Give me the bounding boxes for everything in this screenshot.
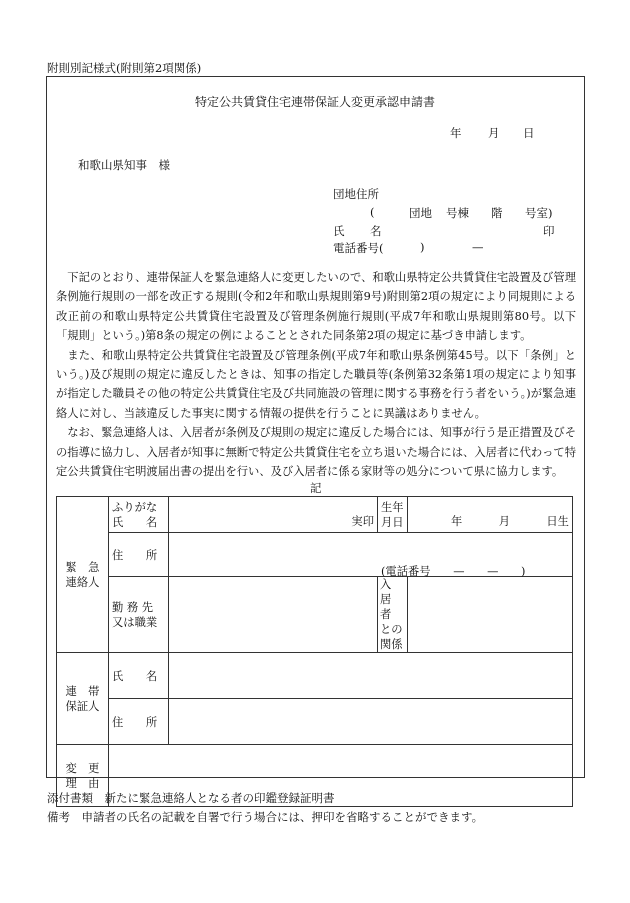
- remarks-note: 備考 申請者の氏名の記載を自署で行う場合には、押印を省略することができます。: [47, 810, 484, 824]
- address-label: 団地住所: [333, 187, 379, 201]
- date-day: 日: [523, 126, 535, 140]
- birthdate-label: 生年 月日: [378, 497, 408, 533]
- details-table: [56, 496, 573, 807]
- furigana-name-label: ふりがな 氏 名: [109, 497, 169, 533]
- date-year: 年: [450, 126, 462, 140]
- attachments-note: 添付書類 新たに緊急連絡人となる者の印鑑登録証明書: [47, 791, 335, 805]
- emergency-address-label: 住 所: [109, 533, 169, 577]
- phone-number-field: (電話番号 — — ): [381, 565, 526, 578]
- guarantor-header: 連 帯 保証人: [57, 653, 109, 745]
- workplace-label: 勤 務 先 又は職業: [109, 577, 169, 653]
- form-number-note: 附則別記様式(附則第2項関係): [47, 61, 202, 75]
- relation-field[interactable]: [408, 577, 573, 653]
- emergency-contact-header: 緊 急 連絡人: [57, 497, 109, 653]
- birthdate-field[interactable]: 年 月 日生: [408, 497, 573, 533]
- statement-paragraph: 下記のとおり、連帯保証人を緊急連絡人に変更したいので、和歌山県特定公共賃貸住宅設置及び管理条例施行規則の一部を改正する規則(令和2年和歌山県規則第9号)附則第2項の規定により同規則による改正前の和歌山県特定公共賃貸住宅設置及び管理条例施行規則(平成7年和歌山県規則第80号。以下「規則」という。)第8条の規定の例によることとされた同条第2項の規定に基づき申請します。: [56, 271, 576, 343]
- addressee: 和歌山県知事 様: [78, 158, 170, 172]
- emergency-name-field[interactable]: [169, 497, 378, 533]
- form-title: 特定公共賃貸住宅連帯保証人変更承認申請書: [194, 95, 435, 109]
- guarantor-address-field[interactable]: [169, 699, 573, 745]
- guarantor-name-label: 氏 名: [109, 653, 169, 699]
- jitsuin-label: 実印: [351, 515, 374, 528]
- date-month: 月: [488, 126, 500, 140]
- workplace-field[interactable]: [169, 577, 378, 653]
- statement-paragraph: なお、緊急連絡人は、入居者が条例及び規則の規定に違反した場合には、知事が行う是正措置及びその指導に協力し、入居者が知事に無断で特定公共賃貸住宅を立ち退いた場合には、入居者に代わって特定公共賃貸住宅明渡届出書の提出を行い、及び入居者に係る家財等の処分について県に協力します。: [56, 426, 576, 479]
- statement-body: [56, 268, 576, 481]
- emergency-address-field[interactable]: [169, 533, 573, 577]
- statement-paragraph: また、和歌山県特定公共賃貸住宅設置及び管理条例(平成7年和歌山県条例第45号。以下「条例」という。)及び規則の規定に違反したときは、知事の指定した職員等(条例第32条第1項の規定により知事が指定した職員その他の特定公共賃貸住宅及び共同施設の管理に関する事務を行う者をいう。)が緊急連絡人に対し、当該違反した事実に関する情報の提供を行うことに異議はありません。: [56, 348, 576, 420]
- change-reason-header: 変 更 理 由: [57, 745, 109, 807]
- guarantor-address-label: 住 所: [109, 699, 169, 745]
- phone-label: 電話番号(: [333, 241, 384, 255]
- relation-label: 入 居 者 との関係: [378, 577, 408, 653]
- ki-heading: 記: [310, 481, 322, 495]
- name-label: 氏: [333, 224, 345, 238]
- guarantor-name-field[interactable]: [169, 653, 573, 699]
- seal-mark: 印: [543, 224, 555, 238]
